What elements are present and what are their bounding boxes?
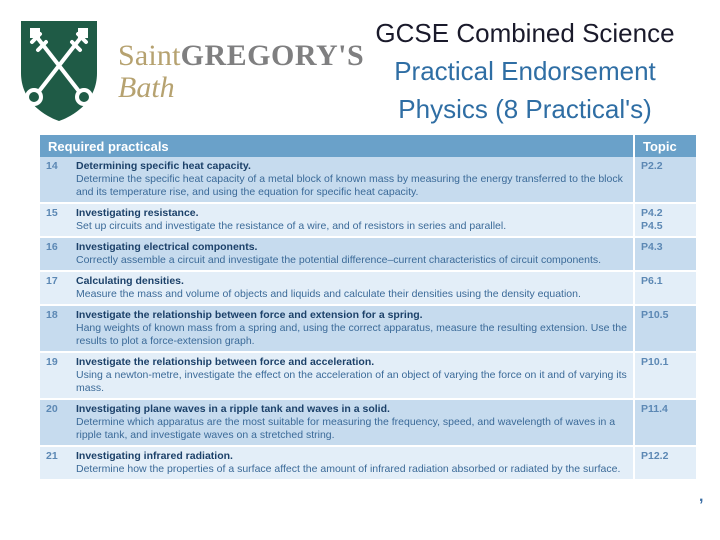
practical-topic: P10.1 (634, 352, 696, 399)
table-row (40, 237, 696, 271)
practical-description: Using a newton-metre, investigate the effect on the acceleration of an object of varying the force on it and of varying its mass. (76, 369, 627, 394)
practical-number: 17 (40, 271, 70, 305)
practical-description-cell (70, 203, 634, 237)
practical-number: 20 (40, 399, 70, 446)
practical-title: Investigating infrared radiation. (76, 450, 233, 462)
practical-description-cell (70, 237, 634, 271)
practical-description: Determine the specific heat capacity of a metal block of known mass by measuring the energy transferred to the block and its temperature rise, and using the equation for specific heat capacity. (76, 173, 623, 198)
practical-topic: P6.1 (634, 271, 696, 305)
practical-topic: P4.2 P4.5 (634, 203, 696, 237)
table-row (40, 203, 696, 237)
table-row (40, 352, 696, 399)
school-logo (18, 18, 365, 128)
practical-topic: P12.2 (634, 446, 696, 480)
table-row (40, 157, 696, 203)
practical-description: Correctly assemble a circuit and investigate the potential difference–current characteristics of circuit components. (76, 254, 602, 266)
practical-description-cell (70, 352, 634, 399)
practical-title: Investigate the relationship between force and acceleration. (76, 356, 375, 368)
practical-description: Set up circuits and investigate the resistance of a wire, and of resistors in series and parallel. (76, 220, 507, 232)
table-row (40, 446, 696, 480)
practical-number: 19 (40, 352, 70, 399)
practicals-table (40, 135, 696, 481)
logo-text-bath: Bath (118, 71, 175, 104)
practical-title: Calculating densities. (76, 275, 184, 287)
practical-title: Investigating resistance. (76, 207, 199, 219)
practical-number: 15 (40, 203, 70, 237)
table-row (40, 271, 696, 305)
practical-title: Investigating electrical components. (76, 241, 258, 253)
title-line-1: GCSE Combined Science (375, 18, 675, 48)
table-row (40, 305, 696, 352)
table-header-row (40, 135, 696, 157)
logo-text-saint: Saint (118, 39, 181, 72)
title-line-3: Physics (8 Practical's) (398, 94, 652, 124)
logo-text-gregorys: GREGORY'S (180, 39, 365, 72)
stray-punctuation: , (699, 488, 704, 505)
practical-number: 16 (40, 237, 70, 271)
page-title (340, 14, 710, 128)
practical-topic: P4.3 (634, 237, 696, 271)
practical-topic: P2.2 (634, 157, 696, 203)
crest-shield-icon (18, 18, 100, 123)
practical-description: Measure the mass and volume of objects and liquids and calculate their densities using the density equation. (76, 288, 581, 300)
practical-description: Determine how the properties of a surface affect the amount of infrared radiation absorbed or radiated by the surface. (76, 463, 621, 475)
practical-number: 21 (40, 446, 70, 480)
practical-description: Determine which apparatus are the most suitable for measuring the frequency, speed, and wavelength of waves in a ripple tank, and investigate waves on a stretched string. (76, 416, 616, 441)
school-name (118, 40, 364, 104)
table-row (40, 399, 696, 446)
practical-description-cell (70, 399, 634, 446)
practical-topic: P10.5 (634, 305, 696, 352)
title-line-2: Practical Endorsement (394, 56, 656, 86)
practical-title: Determining specific heat capacity. (76, 160, 251, 172)
practical-title: Investigating plane waves in a ripple tank and waves in a solid. (76, 403, 390, 415)
practical-description-cell (70, 271, 634, 305)
practical-title: Investigate the relationship between force and extension for a spring. (76, 309, 423, 321)
practical-number: 18 (40, 305, 70, 352)
practical-description-cell (70, 157, 634, 203)
practicals-table-container (40, 135, 696, 527)
header-topic: Topic (634, 135, 696, 157)
header-required-practicals: Required practicals (40, 135, 634, 157)
practical-description-cell (70, 446, 634, 480)
practical-number: 14 (40, 157, 70, 203)
practical-description-cell (70, 305, 634, 352)
practical-topic: P11.4 (634, 399, 696, 446)
practical-description: Hang weights of known mass from a spring and, using the correct apparatus, measure the resulting extension. Use the results to plot a force-extension graph. (76, 322, 627, 347)
